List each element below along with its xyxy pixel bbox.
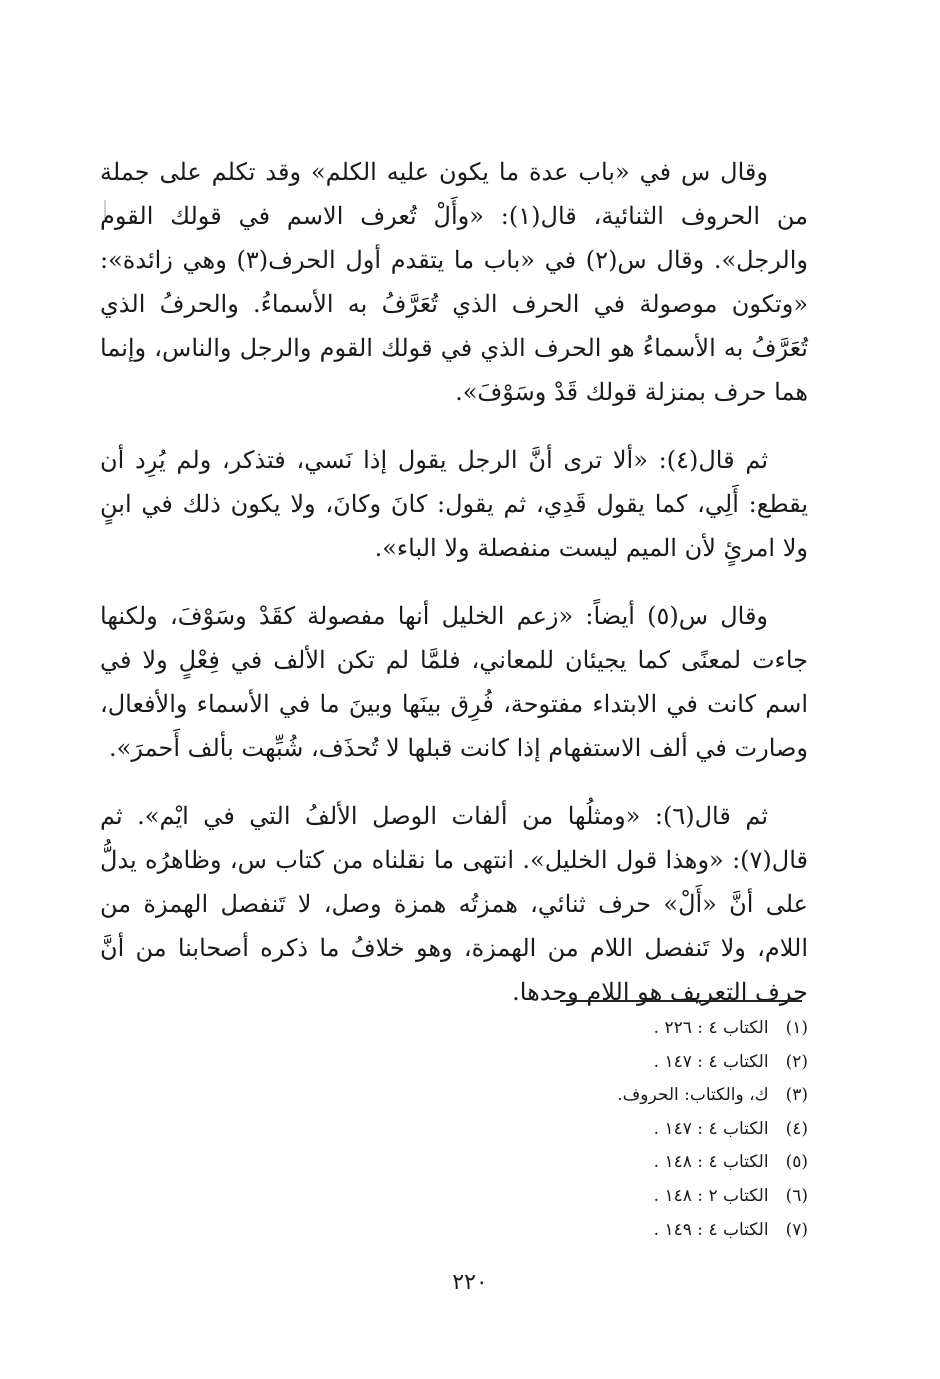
footnote-number: (٣) bbox=[785, 1085, 808, 1106]
paragraph-4: ثم قال(٦): «ومثلُها من ألفات الوصل الألفُ التي في ايْم». ثم قال(٧): «وهذا قول الخليل». انتهى ما نقلناه من كتاب س، وظاهرُه يدلُّ على أنَّ «أَلْ» حرف ثنائي، همزتُه همزة وصل، لا تَنفصل الهمزة من اللام، ولا تَنفصل اللام من الهمزة، وهو خلافُ ما ذكره أصحابنا من أنَّ حرف التعريف هو اللام وحدها. bbox=[100, 802, 809, 1006]
footnote-separator bbox=[560, 1000, 802, 1002]
footnote-5 bbox=[408, 1146, 808, 1180]
footnote-text: الكتاب ٤ : ١٤٧ . bbox=[653, 1118, 769, 1139]
footnote-number: (٢) bbox=[785, 1051, 808, 1072]
footnote-number: (٧) bbox=[785, 1219, 808, 1240]
footnote-text: ك، والكتاب: الحروف. bbox=[617, 1085, 769, 1106]
footnote-text: الكتاب ٤ : ٢٢٦ . bbox=[653, 1018, 769, 1038]
footnote-text: الكتاب ٤ : ١٤٩ . bbox=[653, 1219, 769, 1240]
page-number: ٢٢٠ bbox=[452, 1270, 488, 1295]
footnote-text: الكتاب ٢ : ١٤٨ . bbox=[653, 1185, 769, 1206]
paragraph-1: وقال س في «باب عدة ما يكون عليه الكلم» وقد تكلم على جملة من الحروف الثنائية، قال(١): «وأَلْ تُعرف الاسم في قولك القوم والرجل». وقال س(٢) في «باب ما يتقدم أول الحرف(٣) وهي زائدة»: «وتكون موصولة في الحرف الذي تُعَرَّفُ به الأسماءُ. والحرفُ الذي تُعَرَّفُ به الأسماءُ هو الحرف الذي في قولك القوم والرجل والناس، وإنما هما حرف بمنزلة قولك قَدْ وسَوْفَ». bbox=[100, 158, 809, 406]
paragraph-2: ثم قال(٤): «ألا ترى أنَّ الرجل يقول إذا نَسي، فتذكر، ولم يُرِد أن يقطع: أَلِي، كما يقول قَدِي، ثم يقول: كانَ وكانَ، ولا يكون ذلك في ابنٍ ولا امرئٍ لأن الميم ليست منفصلة ولا الباء». bbox=[100, 446, 808, 562]
main-text bbox=[100, 150, 808, 1038]
footnote-3 bbox=[408, 1079, 808, 1113]
footnote-4 bbox=[408, 1113, 808, 1147]
footnote-text: الكتاب ٤ : ١٤٧ . bbox=[653, 1051, 769, 1072]
paragraph-3: وقال س(٥) أيضاً: «زعم الخليل أنها مفصولة كقَدْ وسَوْفَ، ولكنها جاءت لمعنًى كما يجيئان للمعاني، فلمَّا لم تكن الألف في فِعْلٍ ولا في اسم كانت في الابتداء مفتوحة، فُرِق بينَها وبينَ ما في الأسماء والأفعال، وصارت في ألف الاستفهام إذا كانت قبلها لا تُحذَف، شُبِّهت بألف أَحمرَ». bbox=[100, 602, 808, 762]
footnote-number: (٤) bbox=[785, 1118, 808, 1139]
footnote-text: الكتاب ٤ : ١٤٨ . bbox=[653, 1152, 769, 1173]
footnote-1 bbox=[408, 1012, 808, 1046]
footnote-7 bbox=[408, 1214, 808, 1248]
footnote-2 bbox=[408, 1046, 808, 1080]
footnote-number: (١) bbox=[785, 1018, 808, 1038]
footnote-number: (٦) bbox=[785, 1185, 808, 1206]
footnote-number: (٥) bbox=[785, 1152, 808, 1173]
footnote-6 bbox=[408, 1180, 808, 1214]
footnotes-list bbox=[408, 1012, 808, 1247]
